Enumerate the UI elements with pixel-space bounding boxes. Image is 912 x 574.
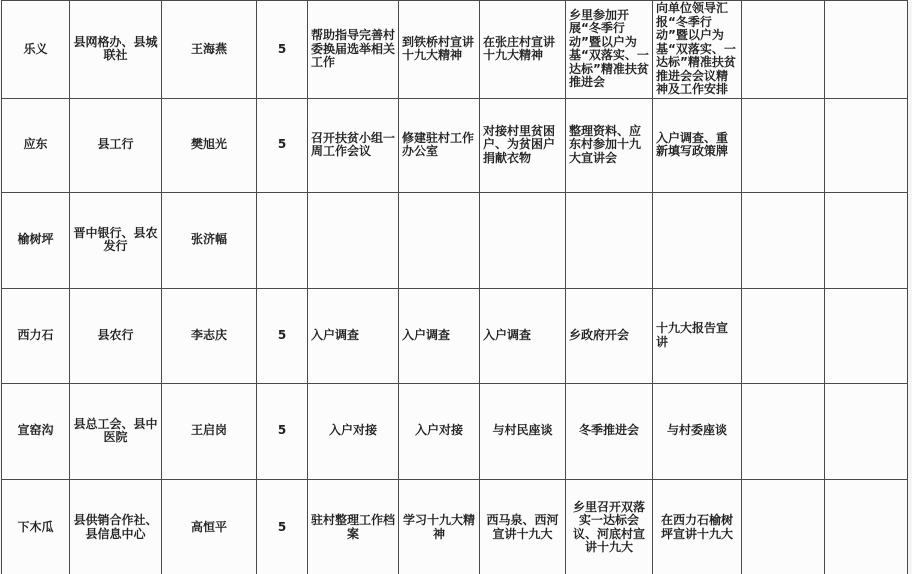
table-cell[interactable]: 乡里召开双落实一达标会议、河底村宣讲十九大 <box>566 479 653 574</box>
table-cell[interactable]: 冬季推进会 <box>566 383 653 479</box>
table-cell[interactable] <box>742 192 825 288</box>
table-cell[interactable]: 县总工会、县中医院 <box>70 383 162 479</box>
table-cell[interactable]: 晋中银行、县农发行 <box>70 192 162 288</box>
table-cell[interactable] <box>825 1 908 99</box>
table-cell[interactable] <box>742 383 825 479</box>
table-cell[interactable]: 樊旭光 <box>162 98 257 192</box>
table-cell[interactable] <box>742 98 825 192</box>
table-cell[interactable]: 李志庆 <box>162 288 257 383</box>
table-cell[interactable]: 在张庄村宣讲十九大精神 <box>480 1 566 99</box>
table-cell[interactable]: 与村民座谈 <box>480 383 566 479</box>
table-cell[interactable]: 对接村里贫困户、为贫困户捐献衣物 <box>480 98 566 192</box>
table-cell[interactable]: 西马泉、西河宣讲十九大 <box>480 479 566 574</box>
table-cell[interactable] <box>480 192 566 288</box>
table-cell[interactable]: 5 <box>257 98 308 192</box>
table-cell[interactable]: 修建驻村工作办公室 <box>399 98 480 192</box>
table-cell[interactable] <box>825 98 908 192</box>
table-cell[interactable] <box>399 192 480 288</box>
table-cell[interactable] <box>742 288 825 383</box>
table-row <box>2 383 908 479</box>
table-cell[interactable] <box>742 1 825 99</box>
table-cell[interactable]: 高恒平 <box>162 479 257 574</box>
table-cell[interactable]: 入户调查 <box>308 288 399 383</box>
table-cell[interactable]: 乐义 <box>2 1 70 99</box>
table-cell[interactable] <box>825 383 908 479</box>
table-cell[interactable]: 与村委座谈 <box>653 383 742 479</box>
table-cell[interactable]: 县农行 <box>70 288 162 383</box>
table-cell[interactable]: 入户调查、重新填写政策牌 <box>653 98 742 192</box>
table-cell[interactable] <box>566 192 653 288</box>
table-cell[interactable]: 入户调查 <box>480 288 566 383</box>
table-cell[interactable]: 5 <box>257 383 308 479</box>
table-cell[interactable]: 整理资料、应东村参加十九大宣讲会 <box>566 98 653 192</box>
table-cell[interactable]: 县供销合作社、县信息中心 <box>70 479 162 574</box>
table-cell[interactable]: 西力石 <box>2 288 70 383</box>
table-cell[interactable]: 向单位领导汇报“冬季行动”暨以户为基“双落实、一达标”精准扶贫推进会会议精神及工作安排 <box>653 1 742 99</box>
table-cell[interactable] <box>825 192 908 288</box>
table-cell[interactable]: 县网格办、县城联社 <box>70 1 162 99</box>
table-cell[interactable]: 下木瓜 <box>2 479 70 574</box>
table-body <box>2 1 908 574</box>
table-cell[interactable] <box>308 192 399 288</box>
table-cell[interactable]: 入户调查 <box>399 288 480 383</box>
table-cell[interactable] <box>825 479 908 574</box>
table-cell[interactable]: 在西力石榆树坪宣讲十九大 <box>653 479 742 574</box>
table-cell[interactable]: 5 <box>257 288 308 383</box>
table-cell[interactable] <box>653 192 742 288</box>
table-cell[interactable]: 乡政府开会 <box>566 288 653 383</box>
table-cell[interactable]: 王海燕 <box>162 1 257 99</box>
table-cell[interactable]: 驻村整理工作档案 <box>308 479 399 574</box>
table-cell[interactable]: 县工行 <box>70 98 162 192</box>
table-cell[interactable]: 宣窑沟 <box>2 383 70 479</box>
table-cell[interactable]: 入户对接 <box>399 383 480 479</box>
table-row <box>2 98 908 192</box>
table-cell[interactable] <box>742 479 825 574</box>
work-log-table <box>1 0 908 574</box>
table-cell[interactable]: 5 <box>257 479 308 574</box>
table-cell[interactable]: 帮助指导完善村委换届选举相关工作 <box>308 1 399 99</box>
table-cell[interactable]: 5 <box>257 1 308 99</box>
table-cell[interactable]: 入户对接 <box>308 383 399 479</box>
table-cell[interactable]: 到铁桥村宣讲十九大精神 <box>399 1 480 99</box>
table-row <box>2 288 908 383</box>
table-cell[interactable]: 王启岗 <box>162 383 257 479</box>
table-row <box>2 1 908 99</box>
table-cell[interactable]: 召开扶贫小组一周工作会议 <box>308 98 399 192</box>
table-cell[interactable] <box>825 288 908 383</box>
table-cell[interactable] <box>257 192 308 288</box>
table-cell[interactable]: 张济幅 <box>162 192 257 288</box>
table-cell[interactable]: 十九大报告宣讲 <box>653 288 742 383</box>
table-cell[interactable]: 榆树坪 <box>2 192 70 288</box>
table-row <box>2 192 908 288</box>
table-cell[interactable]: 应东 <box>2 98 70 192</box>
table-cell[interactable]: 乡里参加开展“冬季行动”暨以户为基“双落实、一达标”精准扶贫推进会 <box>566 1 653 99</box>
table-row <box>2 479 908 574</box>
table-cell[interactable]: 学习十九大精神 <box>399 479 480 574</box>
